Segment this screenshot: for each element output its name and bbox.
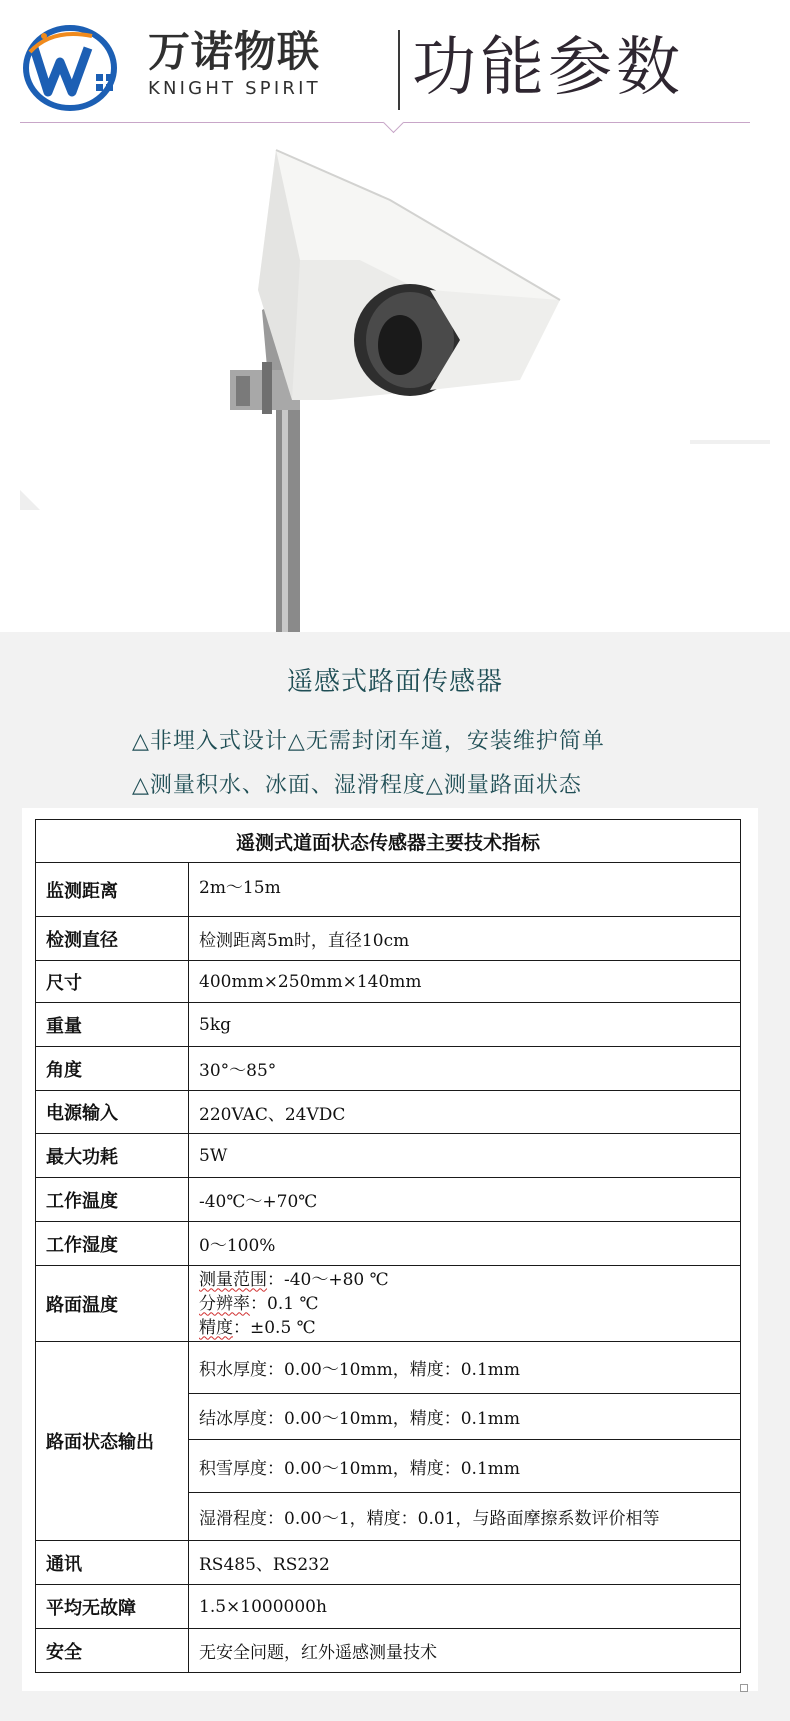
feature-line-2: △测量积水、冰面、湿滑程度△测量路面状态: [132, 773, 582, 798]
page-header: [0, 0, 790, 140]
spec-table: [35, 819, 741, 1673]
table-row: [36, 1585, 741, 1629]
resize-handle-icon: [740, 1684, 748, 1692]
road-temp-line: [199, 1268, 730, 1292]
table-row: [36, 1091, 741, 1134]
brand-name-cn: 万诺物联: [148, 27, 321, 76]
spec-value: 检测距离5m时，直径10cm: [189, 917, 741, 961]
header-divider: [398, 30, 400, 110]
table-row-road-temp: [36, 1266, 741, 1342]
spec-label: 角度: [36, 1047, 189, 1091]
spec-value: RS485、RS232: [189, 1541, 741, 1585]
spec-value: -40℃～+70℃: [189, 1178, 741, 1222]
table-row: [36, 961, 741, 1003]
spec-value: 湿滑程度：0.00～1，精度：0.01，与路面摩擦系数评价相等: [189, 1493, 741, 1541]
road-temp-prefix: 测量范围: [199, 1269, 267, 1290]
spec-value: 0～100%: [189, 1222, 741, 1266]
spec-label: 平均无故障: [36, 1585, 189, 1629]
feature-line-1: △非埋入式设计△无需封闭车道，安装维护简单: [132, 729, 605, 754]
road-temp-rest: ：-40～+80 ℃: [267, 1269, 389, 1290]
table-row: [36, 1629, 741, 1673]
spec-label: 工作湿度: [36, 1222, 189, 1266]
table-row: [36, 1003, 741, 1047]
product-name: 遥感式路面传感器: [286, 667, 503, 697]
spec-label: 检测直径: [36, 917, 189, 961]
table-row: [36, 863, 741, 917]
spec-label: 电源输入: [36, 1091, 189, 1134]
spec-label: 通讯: [36, 1541, 189, 1585]
road-temp-rest: ：±0.5 ℃: [233, 1317, 316, 1338]
spec-value: 5W: [189, 1134, 741, 1178]
table-row: [36, 1134, 741, 1178]
spec-value: 积水厚度：0.00～10mm，精度：0.1mm: [189, 1342, 741, 1394]
spec-label: 工作温度: [36, 1178, 189, 1222]
road-temp-line: [199, 1316, 730, 1340]
table-row-road-state: [36, 1342, 741, 1394]
spec-value: 结冰厚度：0.00～10mm，精度：0.1mm: [189, 1394, 741, 1440]
spec-value: 220VAC、24VDC: [189, 1091, 741, 1134]
spec-value: 2m～15m: [189, 863, 741, 917]
spec-value-road-temp: [189, 1266, 741, 1342]
spec-table-caption-row: [36, 820, 741, 863]
spec-label: 监测距离: [36, 863, 189, 917]
spec-value: 5kg: [189, 1003, 741, 1047]
spec-value: 无安全问题，红外遥感测量技术: [189, 1629, 741, 1673]
spec-label: 重量: [36, 1003, 189, 1047]
table-row: [36, 1541, 741, 1585]
spec-label: 路面温度: [36, 1266, 189, 1342]
sensor-illustration: [0, 140, 790, 632]
table-row: [36, 1047, 741, 1091]
spec-value: 1.5×1000000h: [189, 1585, 741, 1629]
spec-table-caption: 遥测式道面状态传感器主要技术指标: [36, 820, 741, 863]
spec-label: 最大功耗: [36, 1134, 189, 1178]
road-temp-rest: ：0.1 ℃: [250, 1293, 319, 1314]
road-temp-prefix: 精度: [199, 1317, 233, 1338]
table-row: [36, 917, 741, 961]
road-temp-prefix: 分辨率: [199, 1293, 250, 1314]
road-temp-line: [199, 1292, 730, 1316]
spec-value: 积雪厚度：0.00～10mm，精度：0.1mm: [189, 1440, 741, 1493]
product-photo: [0, 140, 790, 632]
table-row: [36, 1178, 741, 1222]
spec-label: 尺寸: [36, 961, 189, 1003]
brand-name-en: KNIGHT SPIRIT: [148, 78, 321, 99]
page-title: 功能参数: [412, 31, 684, 105]
spec-value: 30°～85°: [189, 1047, 741, 1091]
spec-value: 400mm×250mm×140mm: [189, 961, 741, 1003]
header-rule-notch: [383, 112, 404, 133]
company-logo: [22, 22, 124, 114]
spec-label: 安全: [36, 1629, 189, 1673]
table-row: [36, 1222, 741, 1266]
spec-label: 路面状态输出: [36, 1342, 189, 1541]
